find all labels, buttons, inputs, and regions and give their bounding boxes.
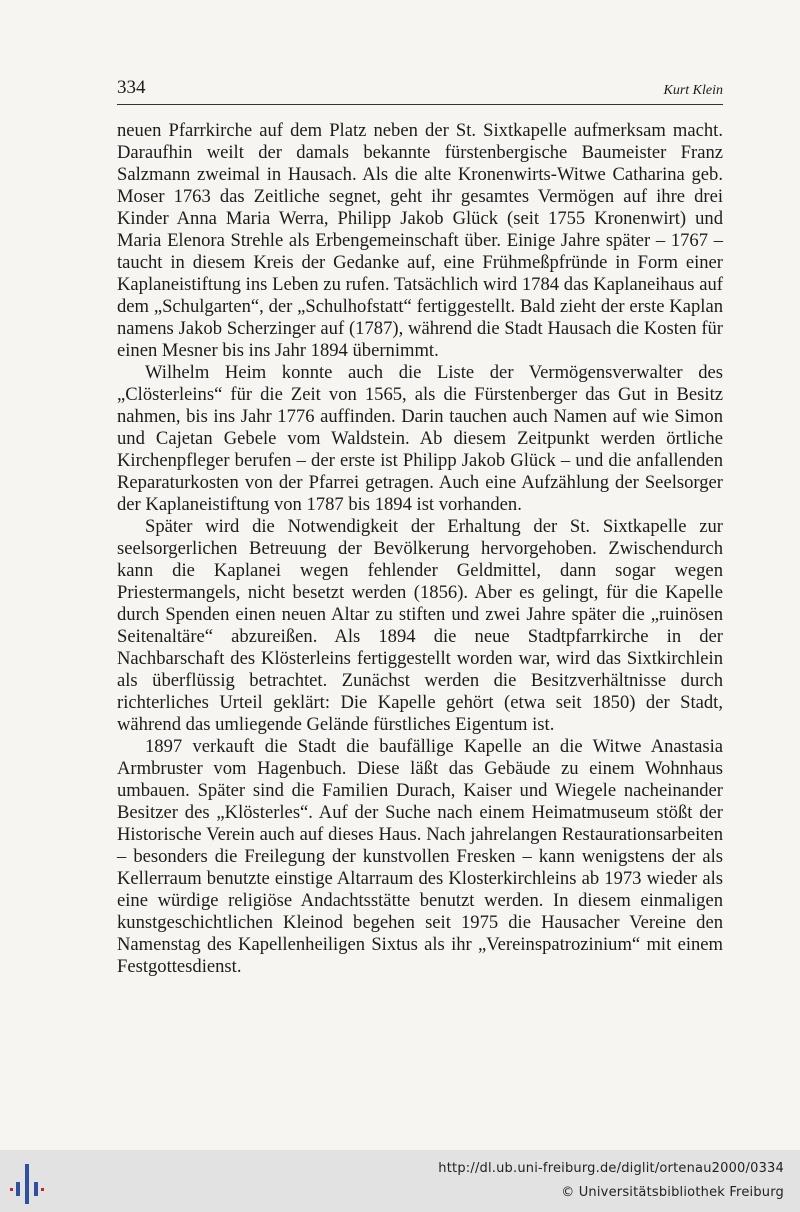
paragraph-1: neuen Pfarrkirche auf dem Platz neben der St. Sixtkapelle aufmerksam macht. Daraufhin weilt der damals bekannte fürstenbergische Baumeister Franz Salzmann zweimal in Hausach. Als die alte Kronenwirts-Witwe Catharina geb. Moser 1763 das Zeitliche segnet, geht ihr gesamtes Vermögen auf ihre drei Kinder Anna Maria Werra, Philipp Jakob Glück (seit 1755 Kronenwirt) und Maria Elenora Strehle als Erbengemeinschaft über. Einige Jahre später – 1767 – taucht in diesem Kreis der Gedanke auf, eine Frühmeßpfründe in Form einer Kaplaneistiftung ins Leben zu rufen. Tatsächlich wird 1784 das Kaplaneihaus auf dem „Schulgarten“, der „Schulhofstatt“ fertiggestellt. Bald zieht der erste Kaplan namens Jakob Scherzinger auf (1787), während die Stadt Hausach die Kosten für einen Mesner bis ins Jahr 1894 übernimmt. (117, 120, 723, 361)
ub-freiburg-logo-icon (10, 1164, 46, 1204)
body-text (117, 120, 723, 978)
page-header (117, 76, 723, 105)
running-head-author: Kurt Klein (663, 83, 723, 98)
permalink-url[interactable]: http://dl.ub.uni-freiburg.de/diglit/ortenau2000/0334 (438, 1161, 784, 1176)
copyright-notice: © Universitätsbibliothek Freiburg (561, 1185, 784, 1200)
viewer-footer (0, 1150, 800, 1212)
paragraph-2: Wilhelm Heim konnte auch die Liste der Vermögensverwalter des „Clösterleins“ für die Zeit von 1565, als die Fürstenberger das Gut in Besitz nahmen, bis ins Jahr 1776 auffinden. Darin tauchen auch Namen auf wie Simon und Cajetan Gebele vom Waldstein. Ab diesem Zeitpunkt werden örtliche Kirchenpfleger berufen – der erste ist Philipp Jakob Glück – und die anfallenden Reparaturkosten von der Pfarrei getragen. Auch eine Aufzählung der Seelsorger der Kaplaneistiftung von 1787 bis 1894 ist vorhanden. (117, 362, 723, 515)
paragraph-3: Später wird die Notwendigkeit der Erhaltung der St. Sixtkapelle zur seelsorgerlichen Betreuung der Bevölkerung hervorgehoben. Zwischendurch kann die Kaplanei wegen fehlender Geldmittel, dann sogar wegen Priestermangels, nicht besetzt werden (1856). Aber es gelingt, für die Kapelle durch Spenden einen neuen Altar zu stiften und zwei Jahre später die „ruinösen Seitenaltäre“ abzureißen. Als 1894 die neue Stadtpfarrkirche in der Nachbarschaft des Klösterleins fertiggestellt worden war, wird das Sixtkirchlein als überflüssig betrachtet. Zunächst werden die Besitzverhältnisse durch richterliches Urteil geklärt: Die Kapelle gehört (etwa seit 1850) der Stadt, während das umliegende Gelände fürstliches Eigentum ist. (117, 516, 723, 735)
paragraph-4: 1897 verkauft die Stadt die baufällige Kapelle an die Witwe Anastasia Armbruster vom Hagenbuch. Diese läßt das Gebäude zu einem Wohnhaus umbauen. Später sind die Familien Durach, Kaiser und Wiegele nacheinander Besitzer des „Klösterles“. Auf der Suche nach einem Heimatmuseum stößt der Historische Verein auch auf dieses Haus. Nach jahrelangen Restaurationsarbeiten – besonders die Freilegung der kunstvollen Fresken – kann wenigstens der als Kellerraum benutzte einstige Altarraum des Klosterkirchleins ab 1973 wieder als eine würdige religiöse Andachtsstätte benutzt werden. In diesem einmaligen kunstgeschichtlichen Kleinod begehen seit 1975 die Hausacher Vereine den Namenstag des Kapellenheiligen Sixtus als ihr „Vereinspatrozinium“ mit einem Festgottesdienst. (117, 736, 723, 977)
page-number: 334 (117, 77, 146, 98)
